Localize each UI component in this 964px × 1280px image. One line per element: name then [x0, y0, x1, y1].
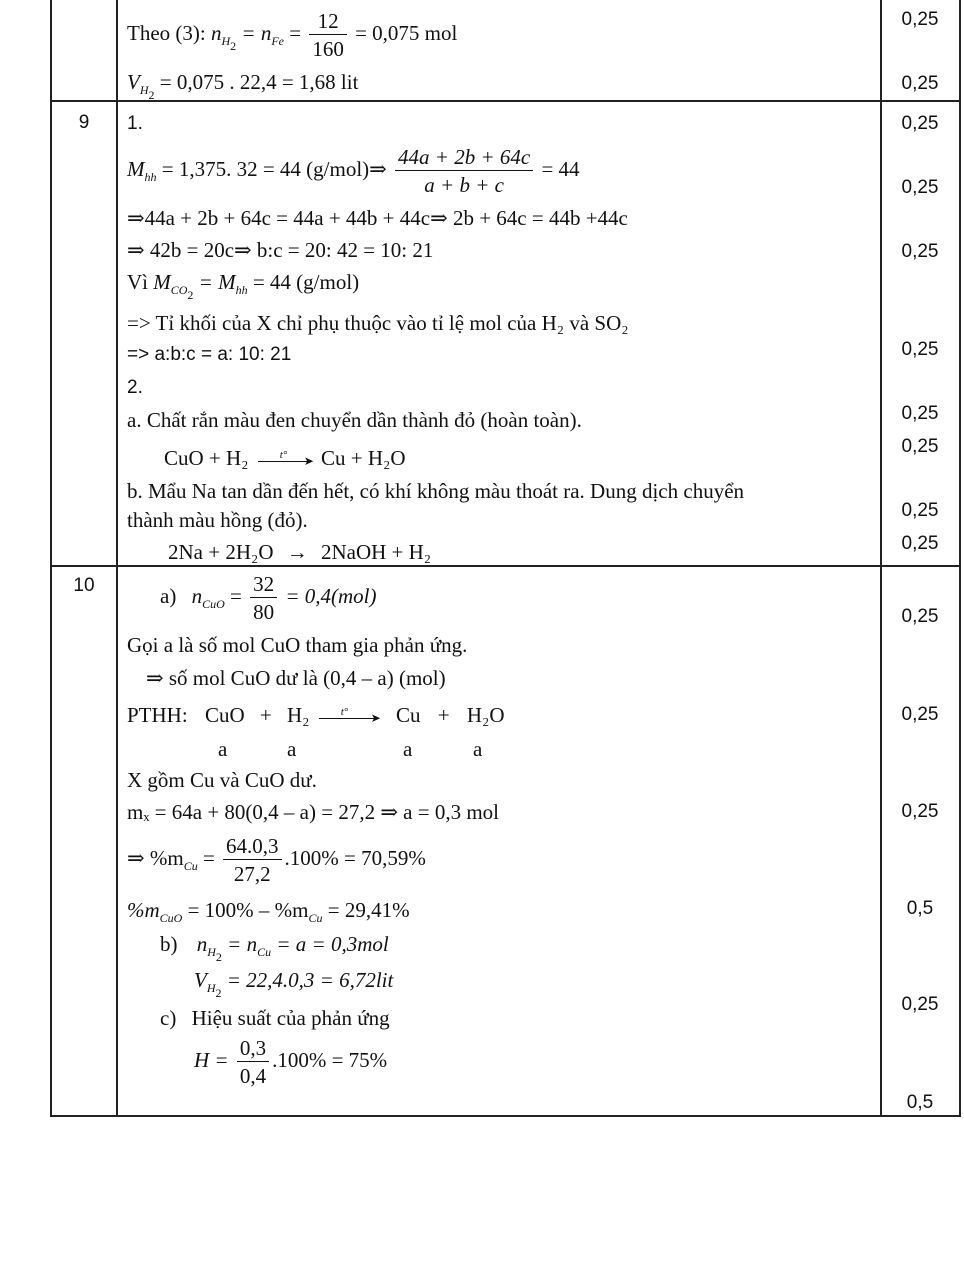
x-composition-line: X gồm Cu và CuO dư.: [127, 768, 317, 792]
observation-b-line1: b. Mẩu Na tan dần đến hết, có khí không màu thoát ra. Dung dịch chuyển: [127, 479, 745, 503]
observation-b-line2: thành màu hồng (đỏ).: [127, 508, 308, 532]
score: 0,25: [901, 113, 939, 134]
percent-cuo-line: $\%m_{CuO} = 100\% - \%m_{Cu} = 29,41\%$: [127, 898, 410, 925]
molar-mass-co2-line: Vì $M_{CO_2} = M_{hh} = 44$ (g/mol): [127, 270, 360, 302]
question-number: 9: [78, 112, 90, 133]
efficiency-equation: H = $\frac{0,3}{0,4}$ .100% = 75%: [194, 1036, 388, 1089]
row-divider-10: [50, 565, 961, 567]
score: 0,25: [901, 994, 939, 1015]
equation-line-4: ⇒ 42b = 20c⇒ b:c = 20: 42 = 10: 21: [127, 238, 434, 262]
efficiency-heading: c) Hiệu suất của phản ứng: [160, 1006, 390, 1030]
part-1-label: 1.: [127, 113, 143, 134]
score: 0,5: [906, 898, 934, 919]
mole-a: a: [287, 737, 297, 761]
fraction-mass-ratio: $\frac{44a + 2b + 64c}{a + b + c}$: [395, 146, 533, 196]
score: 0,25: [901, 403, 939, 424]
score: 0,25: [901, 9, 939, 30]
score: 0,25: [901, 241, 939, 262]
volume-h2-line: $V_{H_2} = 0,075$ . 22,4 = 1,68 lit: [127, 70, 359, 102]
arrow-icon: →: [286, 540, 308, 564]
score: 0,25: [901, 801, 939, 822]
mole-a: a: [218, 737, 228, 761]
part-2-label: 2.: [127, 377, 143, 398]
fraction-percent-cu: $\frac{64.0,3}{27,2}$: [223, 835, 282, 885]
fraction-32-80: $\frac{32}{80}$: [250, 573, 277, 623]
pthh-line: PTHH: CuO + H₂ t° ➤ Cu + H₂O: [127, 703, 505, 727]
table-bottom-border: [50, 1115, 961, 1117]
question-number: 10: [73, 575, 95, 596]
score: 0,25: [901, 339, 939, 360]
volume-h2-result: $V_{H_2} = 22,4.0,3 = 6,72lit$: [194, 968, 394, 1000]
score: 0,25: [901, 606, 939, 627]
mole-a: a: [473, 737, 483, 761]
reaction-na-water: 2Na + 2H₂O → 2NaOH + H₂: [168, 540, 432, 564]
reaction-cuo-h2: CuO + H₂ t° ➤ Cu + H₂O: [164, 446, 406, 470]
mole-a: a: [403, 737, 413, 761]
observation-a: a. Chất rắn màu đen chuyển dần thành đỏ (hoàn toàn).: [127, 408, 582, 432]
ratio-line: => a:b:c = a: 10: 21: [127, 344, 292, 365]
let-a-line: Gọi a là số mol CuO tham gia phản ứng.: [127, 633, 468, 657]
moles-h2-line: b) $n_{H_2} = n_{Cu} = a = 0,3mol$: [160, 932, 389, 964]
reaction-arrow-icon: t° ➤: [319, 710, 379, 724]
table-left-border: [50, 0, 52, 1117]
column-divider-1: [116, 0, 118, 1117]
column-divider-2: [880, 0, 882, 1117]
score: 0,25: [901, 500, 939, 521]
percent-cu-line: ⇒ $\%m_{Cu}$ = $\frac{64.0,3}{27,2}$ .100% = 70,59%: [127, 834, 426, 887]
score: 0,25: [901, 436, 939, 457]
conclusion-line: => Tỉ khối của X chỉ phụ thuộc vào tỉ lệ mol của H₂ và SO₂: [127, 311, 629, 335]
fraction-12-160: $\frac{12}{160}$: [309, 10, 347, 60]
moles-cuo-line: a) $n_{CuO}$ = $\frac{32}{80}$ = 0,4(mol): [160, 572, 377, 625]
score: 0,25: [901, 177, 939, 198]
score: 0,25: [901, 73, 939, 94]
excess-cuo-line: ⇒ số mol CuO dư là (0,4 – a) (mol): [146, 666, 446, 690]
fraction-efficiency: $\frac{0,3}{0,4}$: [237, 1037, 269, 1087]
score: 0,25: [901, 704, 939, 725]
equation-line-3: ⇒44a + 2b + 64c = 44a + 44b + 44c⇒ 2b + 64c = 44b +44c: [127, 206, 628, 230]
score: 0,25: [901, 533, 939, 554]
theo-3-line: Theo (3): $n_{H_2} = n_{Fe}$ = $\frac{12}{160}$ = 0,075 mol: [127, 9, 458, 62]
mass-x-equation: mₓ = 64a + 80(0,4 – a) = 27,2 ⇒ a = 0,3 mol: [127, 800, 500, 824]
row-divider-9: [50, 100, 961, 102]
molar-mass-equation: $M_{hh} = 1,375$. 32 = 44 (g/mol)⇒ $\frac{44a + 2b + 64c}{a + b + c}$ = 44: [127, 145, 580, 198]
reaction-arrow-icon: t° ➤: [258, 453, 312, 467]
score: 0,5: [906, 1092, 934, 1113]
table-right-border: [959, 0, 961, 1117]
